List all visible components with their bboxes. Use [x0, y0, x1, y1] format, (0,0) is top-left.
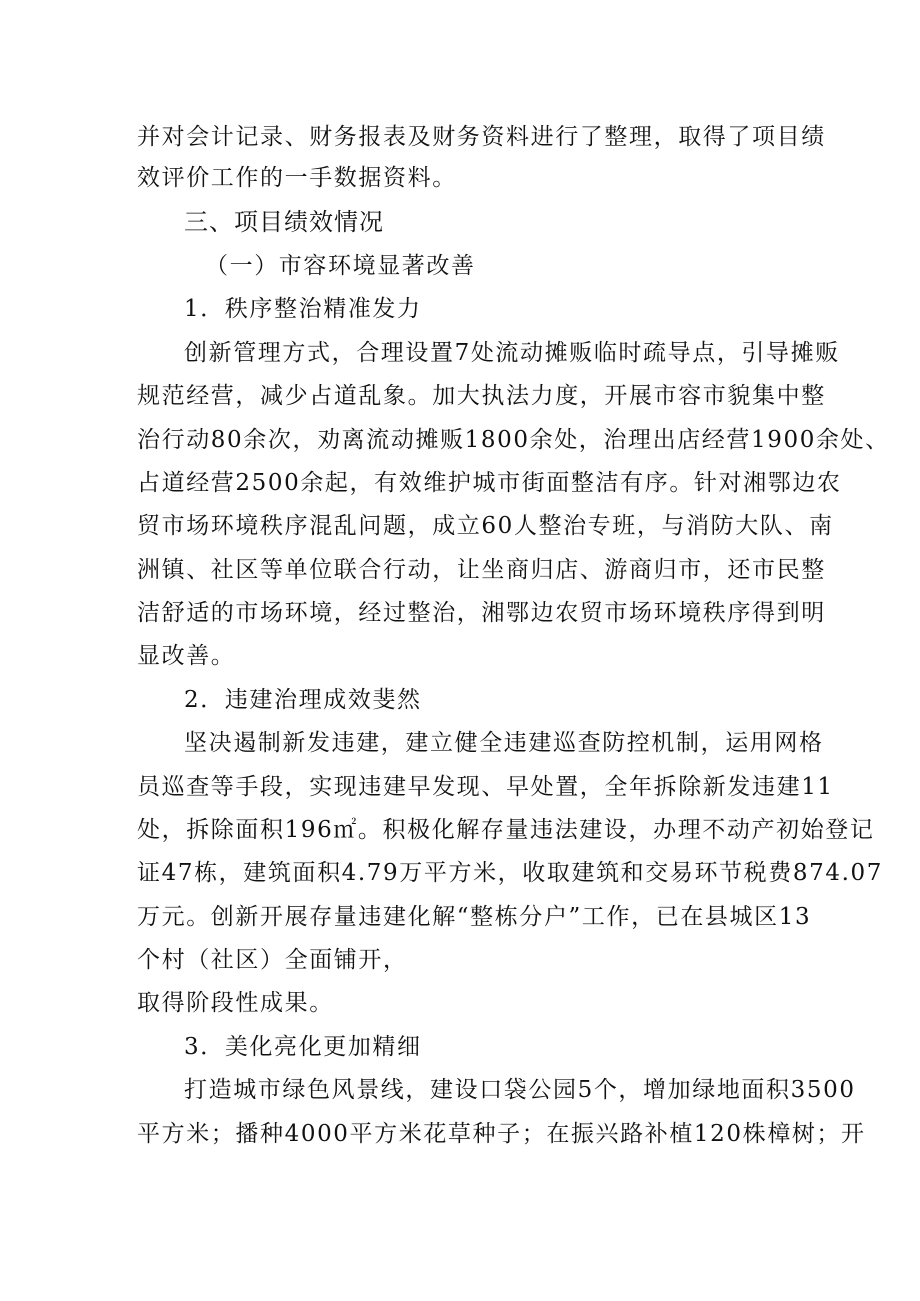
paragraph-line: 规范经营，减少占道乱象。加大执法力度，开展市容市貌集中整 — [137, 383, 826, 409]
paragraph-line: 取得阶段性成果。 — [137, 990, 334, 1016]
paragraph-line: 处，拆除面积196㎡。积极化解存量违法建设，办理不动产初始登记 — [137, 817, 875, 843]
paragraph-line: 占道经营2500余起，有效维护城市街面整洁有序。针对湘鄂边农 — [137, 470, 842, 496]
paragraph-line: 贸市场环境秩序混乱问题，成立60人整治专班，与消防大队、南 — [137, 513, 834, 539]
paragraph-line: 打造城市绿色风景线，建设口袋公园5个，增加绿地面积3500 — [184, 1077, 856, 1103]
paragraph-line: 证47栋，建筑面积4.79万平方米，收取建筑和交易环节税费874.07 — [137, 860, 883, 886]
paragraph-line: 员巡查等手段，实现违建早发现、早处置，全年拆除新发违建11 — [137, 774, 834, 800]
paragraph-line: 平方米；播种4000平方米花草种子；在振兴路补植120株樟树；开 — [137, 1121, 866, 1147]
paragraph-line: 坚决遏制新发违建，建立健全违建巡查防控机制，运用网格 — [184, 730, 824, 756]
paragraph-line: 万元。创新开展存量违建化解“整栋分户”工作，已在县城区13 — [137, 904, 812, 930]
subsection-heading: （一）市容环境显著改善 — [205, 253, 476, 279]
paragraph-line: 个村（社区）全面铺开， — [137, 947, 408, 973]
item-heading: 2．违建治理成效斐然 — [184, 687, 422, 713]
paragraph-line: 洲镇、社区等单位联合行动，让坐商归店、游商归市，还市民整 — [137, 557, 826, 583]
paragraph-line: 效评价工作的一手数据资料。 — [137, 165, 457, 191]
paragraph-line: 洁舒适的市场环境，经过整治，湘鄂边农贸市场环境秩序得到明 — [137, 600, 826, 626]
section-heading: 三、项目绩效情况 — [184, 208, 384, 236]
paragraph-line: 显改善。 — [137, 643, 236, 669]
paragraph-line: 创新管理方式，合理设置7处流动摊贩临时疏导点，引导摊贩 — [184, 340, 840, 366]
paragraph-line: 并对会计记录、财务报表及财务资料进行了整理，取得了项目绩 — [137, 124, 826, 150]
item-heading: 3．美化亮化更加精细 — [184, 1034, 422, 1060]
item-heading: 1．秩序整治精准发力 — [184, 296, 422, 322]
paragraph-line: 治行动80余次，劝离流动摊贩1800余处，治理出店经营1900余处、 — [137, 427, 890, 453]
